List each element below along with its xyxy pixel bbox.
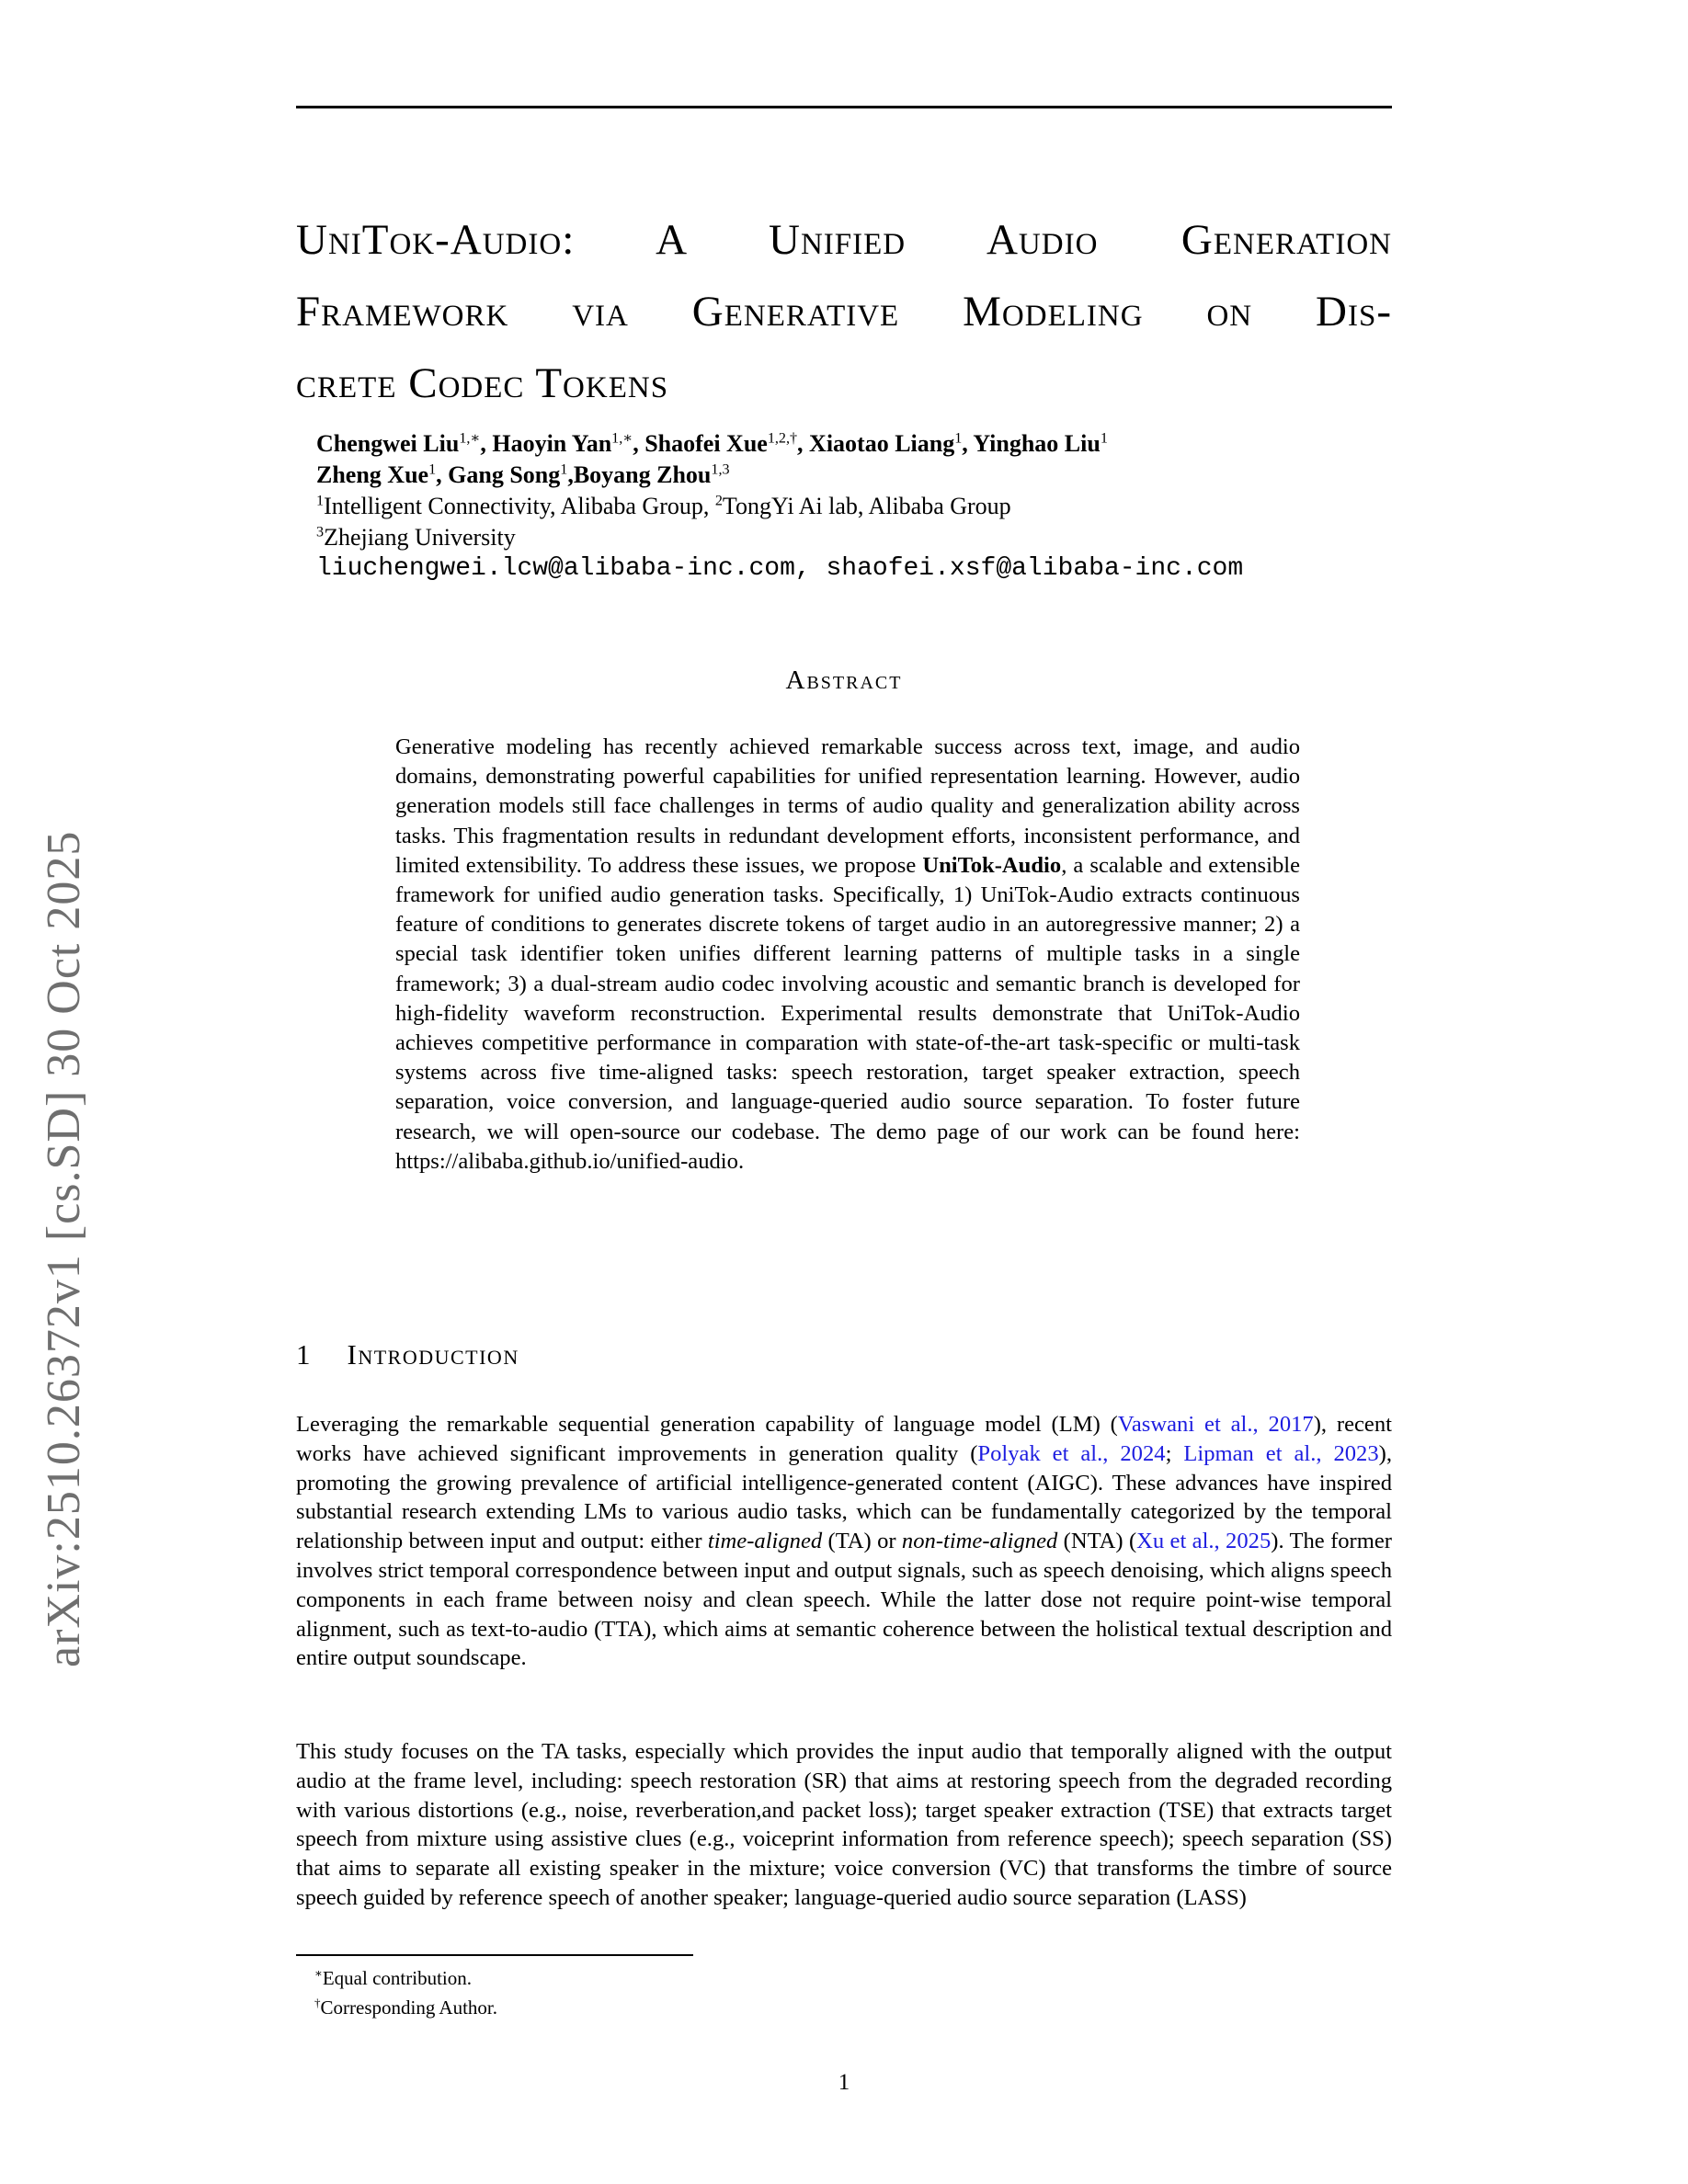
text-segment: , Xiaotao Liang	[797, 430, 955, 457]
superscript-marker: 1	[316, 493, 325, 509]
abstract-body	[395, 733, 1300, 1177]
introduction-paragraph-2	[296, 1737, 1392, 1913]
footnote-corresponding-author	[296, 1993, 497, 2022]
text-segment: Zheng Xue	[316, 461, 429, 488]
superscript-marker: 1	[428, 461, 437, 478]
affiliation-line-2	[316, 522, 1243, 553]
author-emails: liuchengwei.lcw@alibaba-inc.com, shaofei.xsf@alibaba-inc.com	[316, 554, 1244, 583]
page-number: 1	[838, 2070, 850, 2095]
header-rule	[296, 106, 1392, 108]
text-segment: ;	[1165, 1440, 1184, 1466]
superscript-marker: 1	[954, 430, 963, 447]
text-segment: non-time-aligned	[901, 1529, 1058, 1554]
footnote-equal-contribution	[296, 1963, 497, 1993]
affiliation-line-1	[316, 491, 1243, 522]
superscript-marker: 2	[714, 493, 723, 509]
text-segment: UniTok-Audio	[922, 852, 1062, 878]
text-segment: (NTA) (	[1057, 1529, 1137, 1554]
text-segment: Intelligent Connectivity, Alibaba Group,	[324, 493, 715, 519]
arxiv-watermark: arXiv:2510.26372v1 [cs.SD] 30 Oct 2025	[38, 830, 90, 1667]
section-number: 1	[296, 1338, 311, 1371]
text-segment: Leveraging the remarkable sequential generation capability of language model (LM) (	[296, 1412, 1118, 1437]
section-heading-introduction	[296, 1338, 519, 1371]
superscript-marker: †	[314, 1996, 321, 2009]
text-segment: Corresponding Author.	[320, 1996, 498, 2019]
introduction-paragraph-1	[296, 1410, 1392, 1673]
text-segment: Generative modeling has recently achieved remarkable success across text, image, and audio domains, demonstrating powerful capabilities for unified representation learning. However, audio generation models still face challenges in terms of audio quality and generalization ability across tasks. This fragmentation results in redundant development efforts, inconsistent performance, and limited extensibility. To address these issues, we propose	[395, 734, 1300, 878]
paper-title	[296, 204, 1392, 419]
text-segment: ). The former involves strict temporal correspondence between input and output signals, such as speech denoising, which aligns speech components in each frame between noisy and clean speech. While the latter dose not require point-wise temporal alignment, such as text-to-audio (TTA), which aims at semantic coherence between the holistical textual description and entire output soundscape.	[296, 1529, 1392, 1671]
text-segment: , Gang Song	[436, 461, 561, 488]
text-segment: ), promoting the growing prevalence of artificial intelligence-generated content (AIGC). These advances have inspired substantial research extending LMs to various audio tasks, which can be fundamentally categorized by the temporal relationship between input and output: either	[296, 1440, 1392, 1554]
superscript-marker: 1,∗	[459, 430, 481, 447]
text-segment: , Shaofei Xue	[633, 430, 768, 457]
text-segment: , Yinghao Liu	[962, 430, 1101, 457]
paper-title-line: crete Codec Tokens	[296, 359, 669, 407]
superscript-marker: 1,∗	[611, 430, 633, 447]
section-label: Introduction	[347, 1338, 519, 1371]
superscript-marker: 1,3	[711, 461, 730, 478]
text-segment: , Haoyin Yan	[480, 430, 612, 457]
author-block	[316, 428, 1243, 585]
text-segment: Zhejiang University	[324, 524, 516, 551]
text-segment: Chengwei Liu	[316, 430, 460, 457]
author-names-line-2	[316, 460, 1243, 491]
superscript-marker: 1	[560, 461, 568, 478]
text-segment: This study focuses on the TA tasks, especially which provides the input audio that temporally aligned with the output audio at the frame level, including: speech restoration (SR) that aims at restoring speech from the degraded recording with various distortions (e.g., noise, reverberation,and packet loss); target speaker extraction (TSE) that extracts target speech from mixture using assistive clues (e.g., voiceprint information from reference speech); speech separation (SS) that aims to separate all existing speaker in the mixture; voice conversion (VC) that transforms the timbre of source speech guided by reference speech of another speaker; language-queried audio source separation (LASS)	[296, 1739, 1392, 1910]
text-segment: Equal contribution.	[322, 1967, 472, 1989]
superscript-marker: 1,2,†	[767, 430, 798, 447]
paper-title-line: UniTok-Audio: A Unified Audio Generation	[296, 216, 1392, 264]
text-segment: ), recent works have achieved significant improvements in generation quality (	[296, 1412, 1392, 1466]
citation-link[interactable]: Xu et al., 2025	[1136, 1529, 1272, 1554]
text-segment: (TA) or	[822, 1529, 902, 1554]
text-segment: ,Boyang Zhou	[567, 461, 712, 488]
abstract-heading: Abstract	[785, 665, 903, 695]
superscript-marker: ∗	[314, 1966, 323, 1980]
author-names-line-1	[316, 428, 1243, 460]
text-segment: TongYi Ai lab, Alibaba Group	[722, 493, 1011, 519]
paper-title-line: Framework via Generative Modeling on Dis-	[296, 288, 1392, 336]
text-segment: time-aligned	[707, 1529, 823, 1554]
footnotes	[296, 1963, 497, 2022]
text-segment: , a scalable and extensible framework for unified audio generation tasks. Specifically, 1) UniTok-Audio extracts continuous feature of conditions to generates discrete tokens of target audio in an autoregressive manner; 2) a special task identifier token unifies different learning patterns of multiple tasks in a single framework; 3) a dual-stream audio codec involving acoustic and semantic branch is developed for high-fidelity waveform reconstruction. Experimental results demonstrate that UniTok-Audio achieves competitive performance in comparation with state-of-the-art task-specific or multi-task systems across five time-aligned tasks: speech restoration, target speaker extraction, speech separation, voice conversion, and language-queried audio source separation. To foster future research, we will open-source our codebase. The demo page of our work can be found here: https://alibaba.github.io/unified-audio.	[395, 852, 1300, 1174]
citation-link[interactable]: Vaswani et al., 2017	[1117, 1412, 1314, 1437]
superscript-marker: 1	[1100, 430, 1108, 447]
footnote-rule	[296, 1954, 693, 1956]
citation-link[interactable]: Lipman et al., 2023	[1183, 1440, 1379, 1466]
citation-link[interactable]: Polyak et al., 2024	[977, 1440, 1166, 1466]
superscript-marker: 3	[316, 524, 325, 540]
